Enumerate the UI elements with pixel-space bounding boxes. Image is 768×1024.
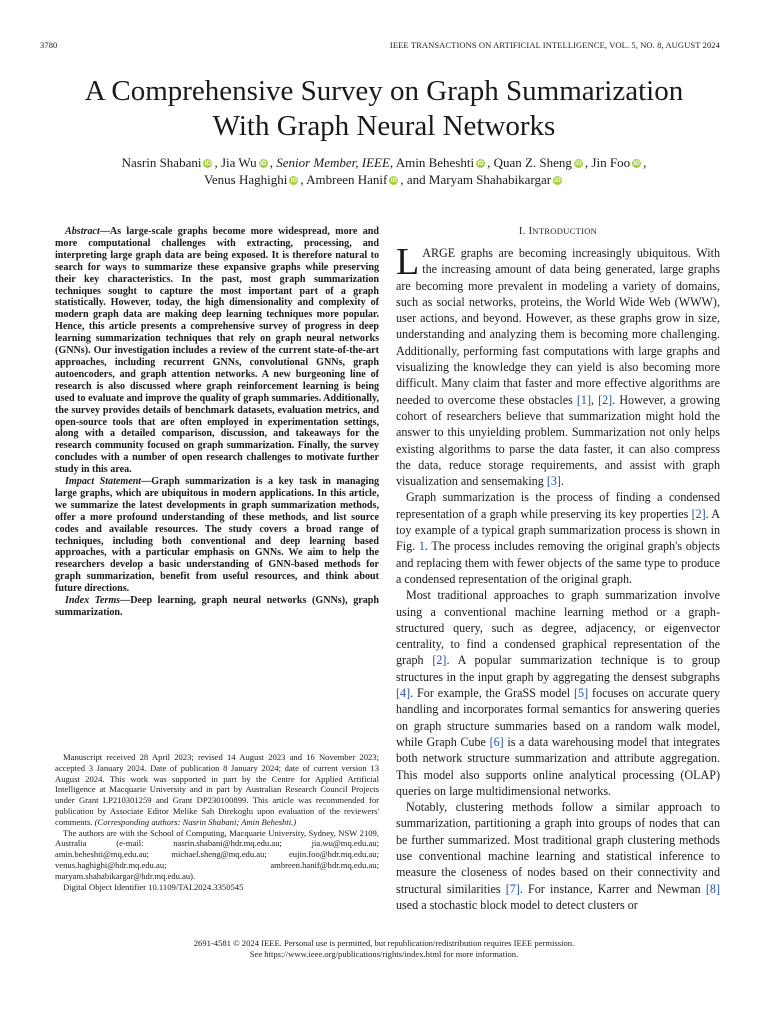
section-heading: I. INTRODUCTION [518, 226, 598, 237]
corresponding-authors: (Corresponding authors: Nasrin Shabani; Amin Beheshti.) [94, 816, 297, 827]
paragraph: Notably, clustering methods follow a similar approach to summarization, partitioning a graph into groups of nodes that can be further summarized. Most traditional graph clustering methods use conventional machine learning and statistical inference to measure the closeness of nodes based on their connectivity and structural similarities [7]. For instance, Karrer and Newman [8] used a stochastic block model to detect clusters or [396, 800, 720, 912]
citation-link[interactable]: [7] [505, 881, 520, 896]
citation-link[interactable]: [4] [396, 686, 411, 701]
orcid-icon[interactable]: iD [554, 177, 561, 184]
introduction-column [396, 226, 720, 913]
citation-link[interactable]: [8] [705, 881, 720, 896]
citation-link[interactable]: [3] [546, 474, 561, 489]
author-line-2: Venus Haghighi iD , Ambreen Hanif iD , and Maryam Shahabikargar iD [203, 172, 561, 187]
copyright-line-2: See https://www.ieee.org/publications/rights/index.html for more information. [249, 949, 519, 959]
orcid-icon[interactable]: iD [259, 160, 267, 167]
figure-link[interactable]: 1 [418, 539, 425, 554]
author-conjunction: and [406, 172, 426, 187]
citation-link[interactable]: [6] [489, 734, 504, 749]
citation-link[interactable]: [2] [598, 392, 613, 407]
author-name: Amin Beheshti [395, 155, 475, 170]
paragraph: Most traditional approaches to graph summarization involve using a conventional machine learning method or a graph-structured query, such as degree, adjacency, or eigenvector centrality, to find a condensed graphical representation of the graph [2]. A popular summarization technique is to group structures in the input graph by aggregating the densest subgraphs [4]. For example, the GraSS model [5] focuses on accurate query handling and incorporates formal semantics for answering queries on graph structure summaries based on a random walk model, while Graph Cube [6] is a data warehousing model that integrates both network structure summarization and attribute aggregation. This model also supports online analytical processing (OLAP) queries on large multidimensional networks. [396, 588, 720, 798]
paper-title [20, 74, 748, 144]
page-number: 3780 [40, 40, 58, 50]
author-name: Jia Wu [220, 155, 257, 170]
author-line-1: Nasrin Shabani iD , Jia Wu iD , Senior Member, IEEE, Amin Beheshti iD , Quan Z. Sheng iD , Jin Foo iD , [121, 155, 647, 170]
orcid-icon[interactable]: iD [477, 160, 484, 167]
title-line-1: A Comprehensive Survey on Graph Summarization [84, 75, 684, 107]
index-terms-text: —Deep learning, graph neural networks (GNNs), graph summarization. [55, 595, 379, 618]
abstract-label: Abstract [65, 226, 100, 237]
abstract-block [55, 226, 379, 619]
orcid-icon[interactable]: iD [204, 160, 212, 167]
citation-link[interactable]: [5] [574, 686, 589, 701]
doi: Digital Object Identifier 10.1109/TAI.2024.3350545 [63, 881, 244, 892]
title-line-2: With Graph Neural Networks [212, 110, 556, 142]
citation-link[interactable]: [2] [691, 506, 706, 521]
manuscript-note: Manuscript received 28 April 2023; revised 14 August 2023 and 16 November 2023; accepted 3 January 2024. Date of publication 8 January 2024; date of current version 13 August 2024. This work was supported in part by the Centre for Applied Artificial Intelligence at Macquarie University and in part by Australian Research Council Projects under Grant LP210301259 and Grant DP230100899. This article was recommended for publication by Associate Editor Melike Sah Direkoglu upon evaluation of the reviewers' comments. [55, 752, 379, 827]
author-name: Jin Foo [591, 155, 631, 170]
author-name: Nasrin Shabani [121, 155, 202, 170]
citation-link[interactable]: [1] [576, 392, 591, 407]
author-name: Ambreen Hanif [306, 172, 388, 187]
author-role: Senior Member, IEEE [276, 155, 390, 170]
author-name: Venus Haghighi [203, 172, 288, 187]
copyright-notice [20, 938, 748, 960]
orcid-icon[interactable]: iD [390, 177, 398, 184]
footnote-block [55, 752, 379, 892]
author-name: Maryam Shahabikargar [428, 172, 552, 187]
paragraph: LARGE graphs are becoming increasingly ubiquitous. With the increasing amount of data being generated, large graphs are becoming more prevalent in modeling a variety of domains, such as social networks, proteins, the World Wide Web (WWW), user actions, and beyond. However, as these graphs grow in size, understanding and analyzing them is becoming more challenging. Additionally, performing fast computations with large graphs and visualizing the knowledge they can yield is also becoming more difficult. Many claim that faster and more effective algorithms are needed to overcome these obstacles [1], [2]. However, a growing cohort of researchers believe that summarization might hold the answer to this unyielding problem. Summarization not only helps existing algorithms to parse the data faster, it can also compress the data, reduce storage requirements, and assist with graph visualization and sensemaking [3]. [396, 241, 721, 489]
author-list [20, 154, 748, 188]
introduction-body [396, 241, 721, 913]
paragraph: Graph summarization is the process of finding a condensed representation of a graph while preserving its key properties [2]. A toy example of a typical graph summarization process is shown in Fig. 1. The process includes removing the original graph's objects and replacing them with fewer objects of the same type to produce a condensed representation of the original graph. [396, 490, 720, 586]
impact-label: Impact Statement [65, 476, 142, 488]
copyright-line-1: 2691-4581 © 2024 IEEE. Personal use is permitted, but republication/redistribution requires IEEE permission. [193, 938, 575, 948]
orcid-icon[interactable]: iD [633, 160, 640, 167]
drop-cap: L [396, 241, 420, 283]
author-name: Quan Z. Sheng [493, 155, 572, 170]
orcid-icon[interactable]: iD [290, 177, 298, 184]
impact-text: —Graph summarization is a key task in managing large graphs, which are ubiquitous in modern applications. In this article, we summarize the latest developments in graph summarization methods, offer a more profound understanding of these methods, and list source codes and available resources. The study covers a broad range of techniques, including both conventional and deep learning based approaches, with a particular emphasis on GNNs. We aim to help the researchers develop a basic understanding of GNN-based methods for graph summarization, benefit from useful resources, and think about future directions. [55, 476, 379, 595]
abstract-text: —As large-scale graphs become more widespread, more and more computational challenges with extracting, processing, and interpreting large graph data are being exposed. It is therefore natural to search for ways to summarize these expansive graphs while preserving their key characteristics. In the past, most graph summarization techniques sought to capture the most important part of a graph statistically. However, today, the high dimensionality and complexity of modern graph data are making deep learning techniques more popular. Hence, this article presents a comprehensive survey of progress in deep learning summarization techniques that rely on graph neural networks (GNNs). Our investigation includes a review of the current state-of-the-art approaches, including recurrent GNNs, convolutional GNNs, graph autoencoders, and graph attention networks. A new burgeoning line of research is also discussed where graph reinforcement learning is being used to evaluate and improve the quality of graph summaries. Additionally, the survey provides details of benchmark datasets, evaluation metrics, and open-source tools that are often employed in experimentation settings, along with a detailed comparison, discussion, and takeaways for the research community focused on graph summarization. Finally, the survey concludes with a number of open research challenges to motivate further study in this area. [55, 226, 379, 476]
orcid-icon[interactable]: iD [575, 160, 582, 167]
journal-name: IEEE TRANSACTIONS ON ARTIFICIAL INTELLIGENCE, VOL. 5, NO. 8, AUGUST 2024 [389, 40, 720, 50]
affiliation-note: The authors are with the School of Computing, Macquarie University, Sydney, NSW 2109, Australia (e-mail: nasrin.shabani@hdr.mq.edu.au; jia.wu@mq.edu.au; amin.beheshti@mq.edu.au; michael.sheng@mq.edu.au; eujin.foo@hdr.mq.edu.au; venus.haghighi@hdr.mq.edu.au; ambreen.hanif@hdr.mq.edu.au; maryam.shahabikargar@hdr.mq.edu.au). [55, 827, 379, 881]
citation-link[interactable]: [2] [432, 653, 447, 668]
index-terms-label: Index Terms [65, 595, 121, 607]
